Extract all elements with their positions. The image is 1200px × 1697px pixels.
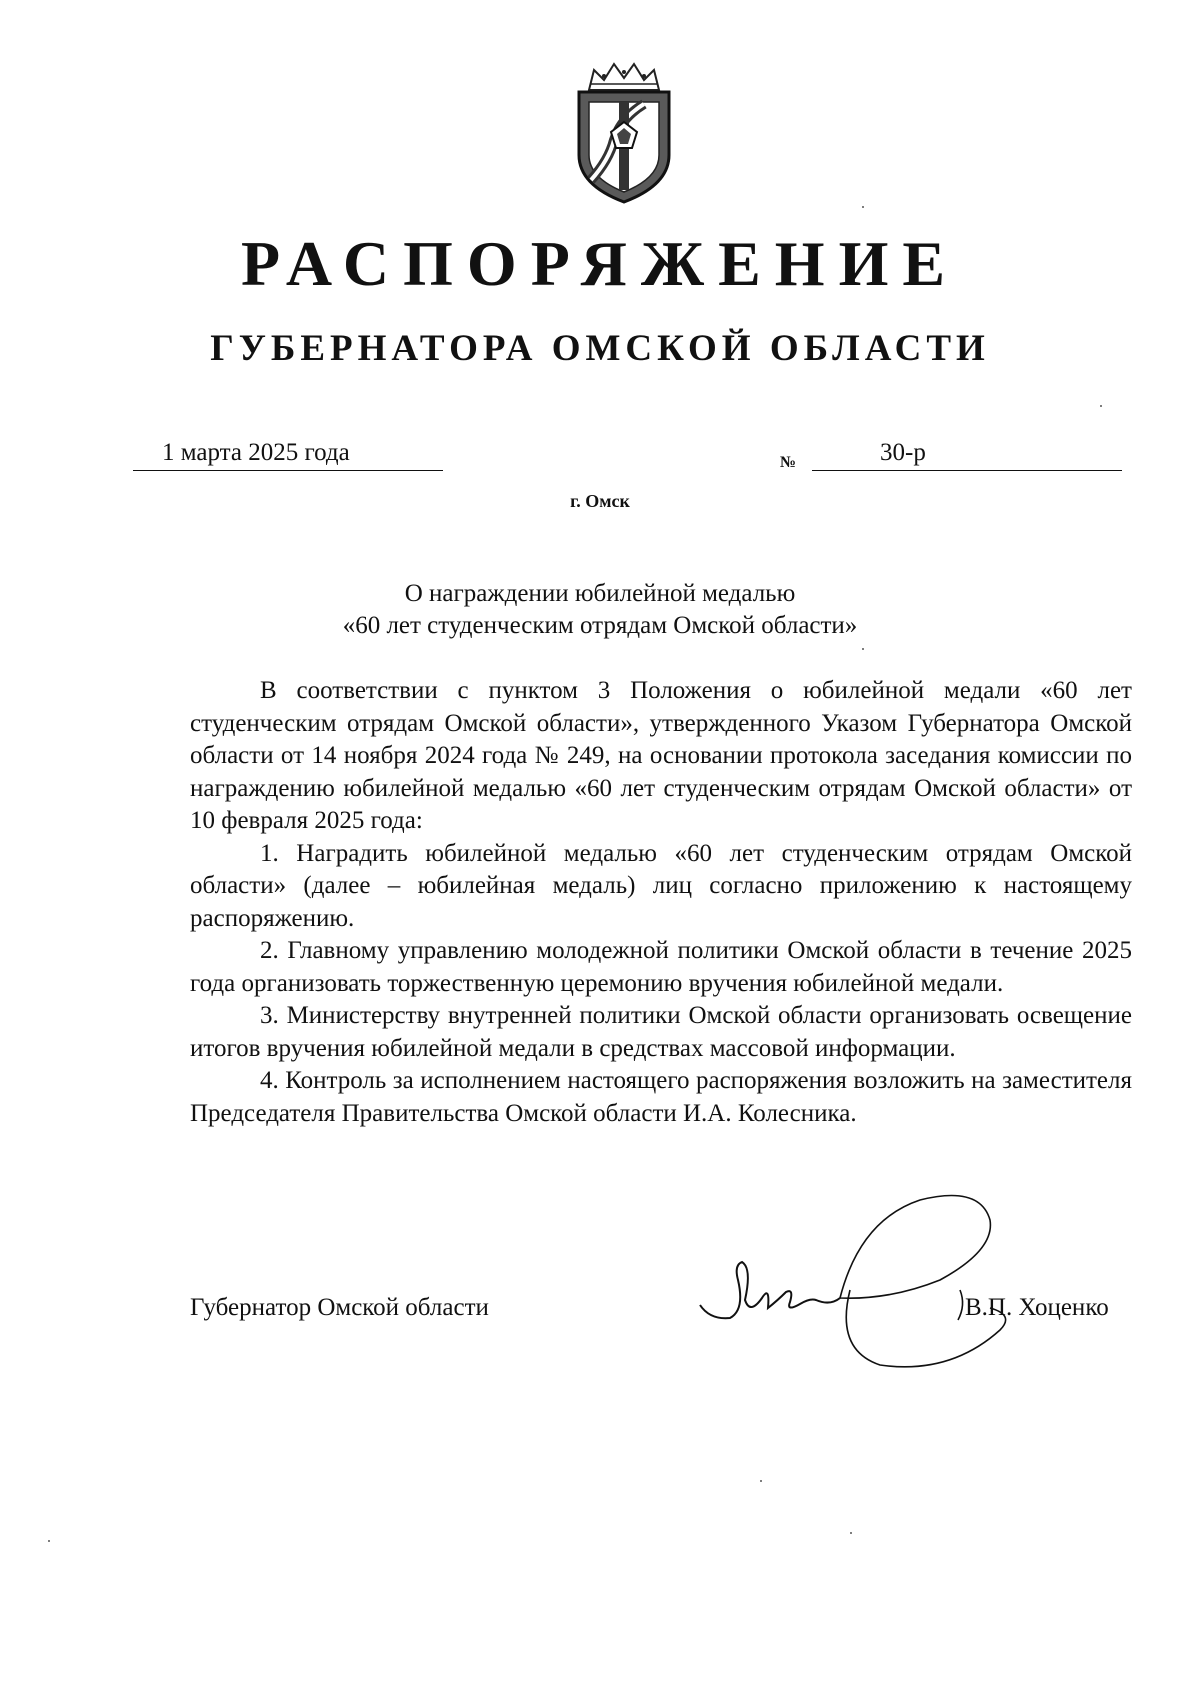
coat-of-arms-emblem bbox=[569, 60, 679, 205]
heading-line-2: «60 лет студенческим отрядам Омской области» bbox=[342, 612, 858, 639]
body-item-4: 4. Контроль за исполнением настоящего распоряжения возложить на заместителя Председателя Правительства Омской области И.А. Колесника. bbox=[190, 1067, 1132, 1127]
body-item-1: 1. Наградить юбилейной медалью «60 лет студенческим отрядам Омской области» (далее – юбилейная медаль) лиц согласно приложению к настоящему распоряжению. bbox=[190, 839, 1132, 932]
signatory-name: В.П. Хоценко bbox=[965, 1294, 1109, 1321]
body-preamble: В соответствии с пунктом 3 Положения о юбилейной медали «60 лет студенческим отрядам Омской области», утвержденного Указом Губернатора Омской области от 14 ноября 2024 года № 249, на основании протокола заседания комиссии по награждению юбилейной медалью «60 лет студенческим отрядам Омской области» от 10 февраля 2025 года: bbox=[190, 677, 1132, 834]
body-item-3: 3. Министерству внутренней политики Омской области организовать освещение итогов вручения юбилейной медали в средствах массовой информации. bbox=[190, 1002, 1132, 1062]
number-underline bbox=[812, 470, 1122, 471]
document-city: г. Омск bbox=[570, 491, 630, 511]
handwritten-signature bbox=[690, 1180, 1070, 1380]
date-underline bbox=[133, 470, 443, 471]
scan-speck bbox=[862, 648, 864, 650]
scan-speck bbox=[862, 206, 864, 208]
document-title: РАСПОРЯЖЕНИЕ bbox=[240, 228, 960, 299]
number-sign: № bbox=[780, 454, 797, 471]
body-item-2: 2. Главному управлению молодежной политики Омской области в течение 2025 года организовать торжественную церемонию вручения юбилейной медали. bbox=[190, 937, 1132, 997]
scan-speck bbox=[850, 1532, 852, 1534]
scan-speck bbox=[1100, 405, 1102, 407]
document-body bbox=[190, 675, 1132, 1130]
document-subtitle: ГУБЕРНАТОРА ОМСКОЙ ОБЛАСТИ bbox=[210, 328, 990, 369]
scan-speck bbox=[760, 1480, 762, 1482]
signatory-position: Губернатор Омской области bbox=[190, 1294, 489, 1321]
document-number: 30-р bbox=[880, 439, 926, 466]
scan-speck bbox=[48, 1540, 50, 1542]
heading-line-1: О награждении юбилейной медалью bbox=[404, 580, 796, 607]
document-date: 1 марта 2025 года bbox=[162, 439, 350, 466]
document-heading bbox=[0, 578, 1200, 642]
